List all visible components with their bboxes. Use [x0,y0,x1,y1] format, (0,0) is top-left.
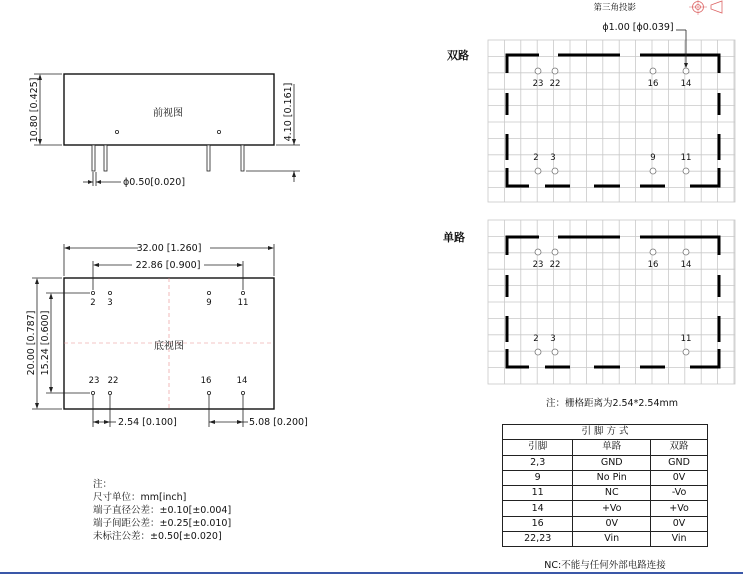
grid-note: 注：栅格距离为2.54*2.54mm [545,398,679,409]
bottom-height-dim: 20.00 [0.787] [26,310,37,376]
table-cell: 9 [503,470,573,485]
bottom-pin-label: 14 [236,376,248,386]
bottom-pin-label: 22 [107,376,119,386]
dual-layout-label: 双路 [447,49,469,62]
single-pin-label: 11 [680,334,692,344]
pin-function-table [502,424,708,547]
pin-length-dim: 4.10 [0.161] [283,82,294,142]
table-row [503,455,708,470]
table-cell: GND [573,455,651,470]
table-cell: 16 [503,516,573,531]
table-cell: 0V [651,516,708,531]
table-cell: 0V [573,516,651,531]
dual-pin-label: 22 [549,79,561,89]
front-view-pins [92,145,244,171]
single-grid [488,220,735,384]
dual-pin-label: 9 [650,153,656,163]
bottom-view-label: 底视图 [154,341,184,352]
pin-span-dim: 22.86 [0.900] [135,260,201,271]
dual-pin-label: 11 [680,153,692,163]
pin-diameter-dim: ϕ0.50[0.020] [123,177,186,188]
front-height-dim: 10.80 [0.425] [29,77,40,143]
single-pin-label: 2 [533,334,539,344]
dual-grid [488,30,735,202]
edge-dim: 5.08 [0.200] [249,417,308,428]
bottom-width-dim: 32.00 [1.260] [136,243,202,254]
note-line: 注： [93,479,113,490]
table-row [503,486,708,501]
dual-pin-label: 16 [647,79,659,89]
bottom-pin-label: 3 [107,298,113,308]
table-row [503,532,708,547]
table-cell: Vin [573,532,651,547]
table-cell: -Vo [651,486,708,501]
note-line: 未标注公差：±0.50[±0.020] [93,531,222,542]
hole-diameter-dim: ϕ1.00 [ϕ0.039] [602,22,674,33]
table-cell: Vin [651,532,708,547]
bottom-pin-label: 11 [237,298,249,308]
front-view [29,74,300,188]
table-cell: NC [573,486,651,501]
projection-label: 第三角投影 [593,3,636,13]
table-cell: 14 [503,501,573,516]
bottom-pin-label: 9 [206,298,212,308]
dual-pin-label: 14 [680,79,692,89]
note-line: 端子直径公差：±0.10[±0.004] [93,505,232,516]
single-pin-label: 23 [532,260,544,270]
single-pin-label: 16 [647,260,659,270]
table-cell: +Vo [573,501,651,516]
single-pin-label: 14 [680,260,692,270]
pin-table-header: 引脚 [503,440,573,455]
single-pin-label: 3 [550,334,556,344]
note-line: 尺寸单位：mm[inch] [93,492,187,503]
table-cell: 22,23 [503,532,573,547]
table-row [503,516,708,531]
bottom-pin-label: 2 [90,298,96,308]
single-layout-label: 单路 [443,231,465,244]
front-view-label: 前视图 [153,108,183,119]
pitch-dim: 2.54 [0.100] [118,417,177,428]
projection-symbol-icon [689,0,722,15]
bottom-pin-label: 23 [88,376,100,386]
table-row [503,501,708,516]
row-span-dim: 15.24 [0.600] [40,310,51,376]
bottom-pin-label: 16 [200,376,212,386]
table-row [503,470,708,485]
dual-pin-label: 23 [532,79,544,89]
table-cell: 0V [651,470,708,485]
dual-pin-label: 2 [533,153,539,163]
table-cell: GND [651,455,708,470]
table-cell: 2,3 [503,455,573,470]
notes-block [93,478,231,543]
table-cell: No Pin [573,470,651,485]
pin-table-title: 引 脚 方 式 [503,425,708,440]
dual-pin-label: 3 [550,153,556,163]
pin-table-header: 双路 [651,440,708,455]
bottom-view [26,242,308,428]
single-pin-label: 22 [549,260,561,270]
pin-table-header: 单路 [573,440,651,455]
table-cell: 11 [503,486,573,501]
nc-note: NC:不能与任何外部电路连接 [544,560,666,571]
table-cell: +Vo [651,501,708,516]
note-line: 端子间距公差：±0.25[±0.010] [93,518,232,529]
